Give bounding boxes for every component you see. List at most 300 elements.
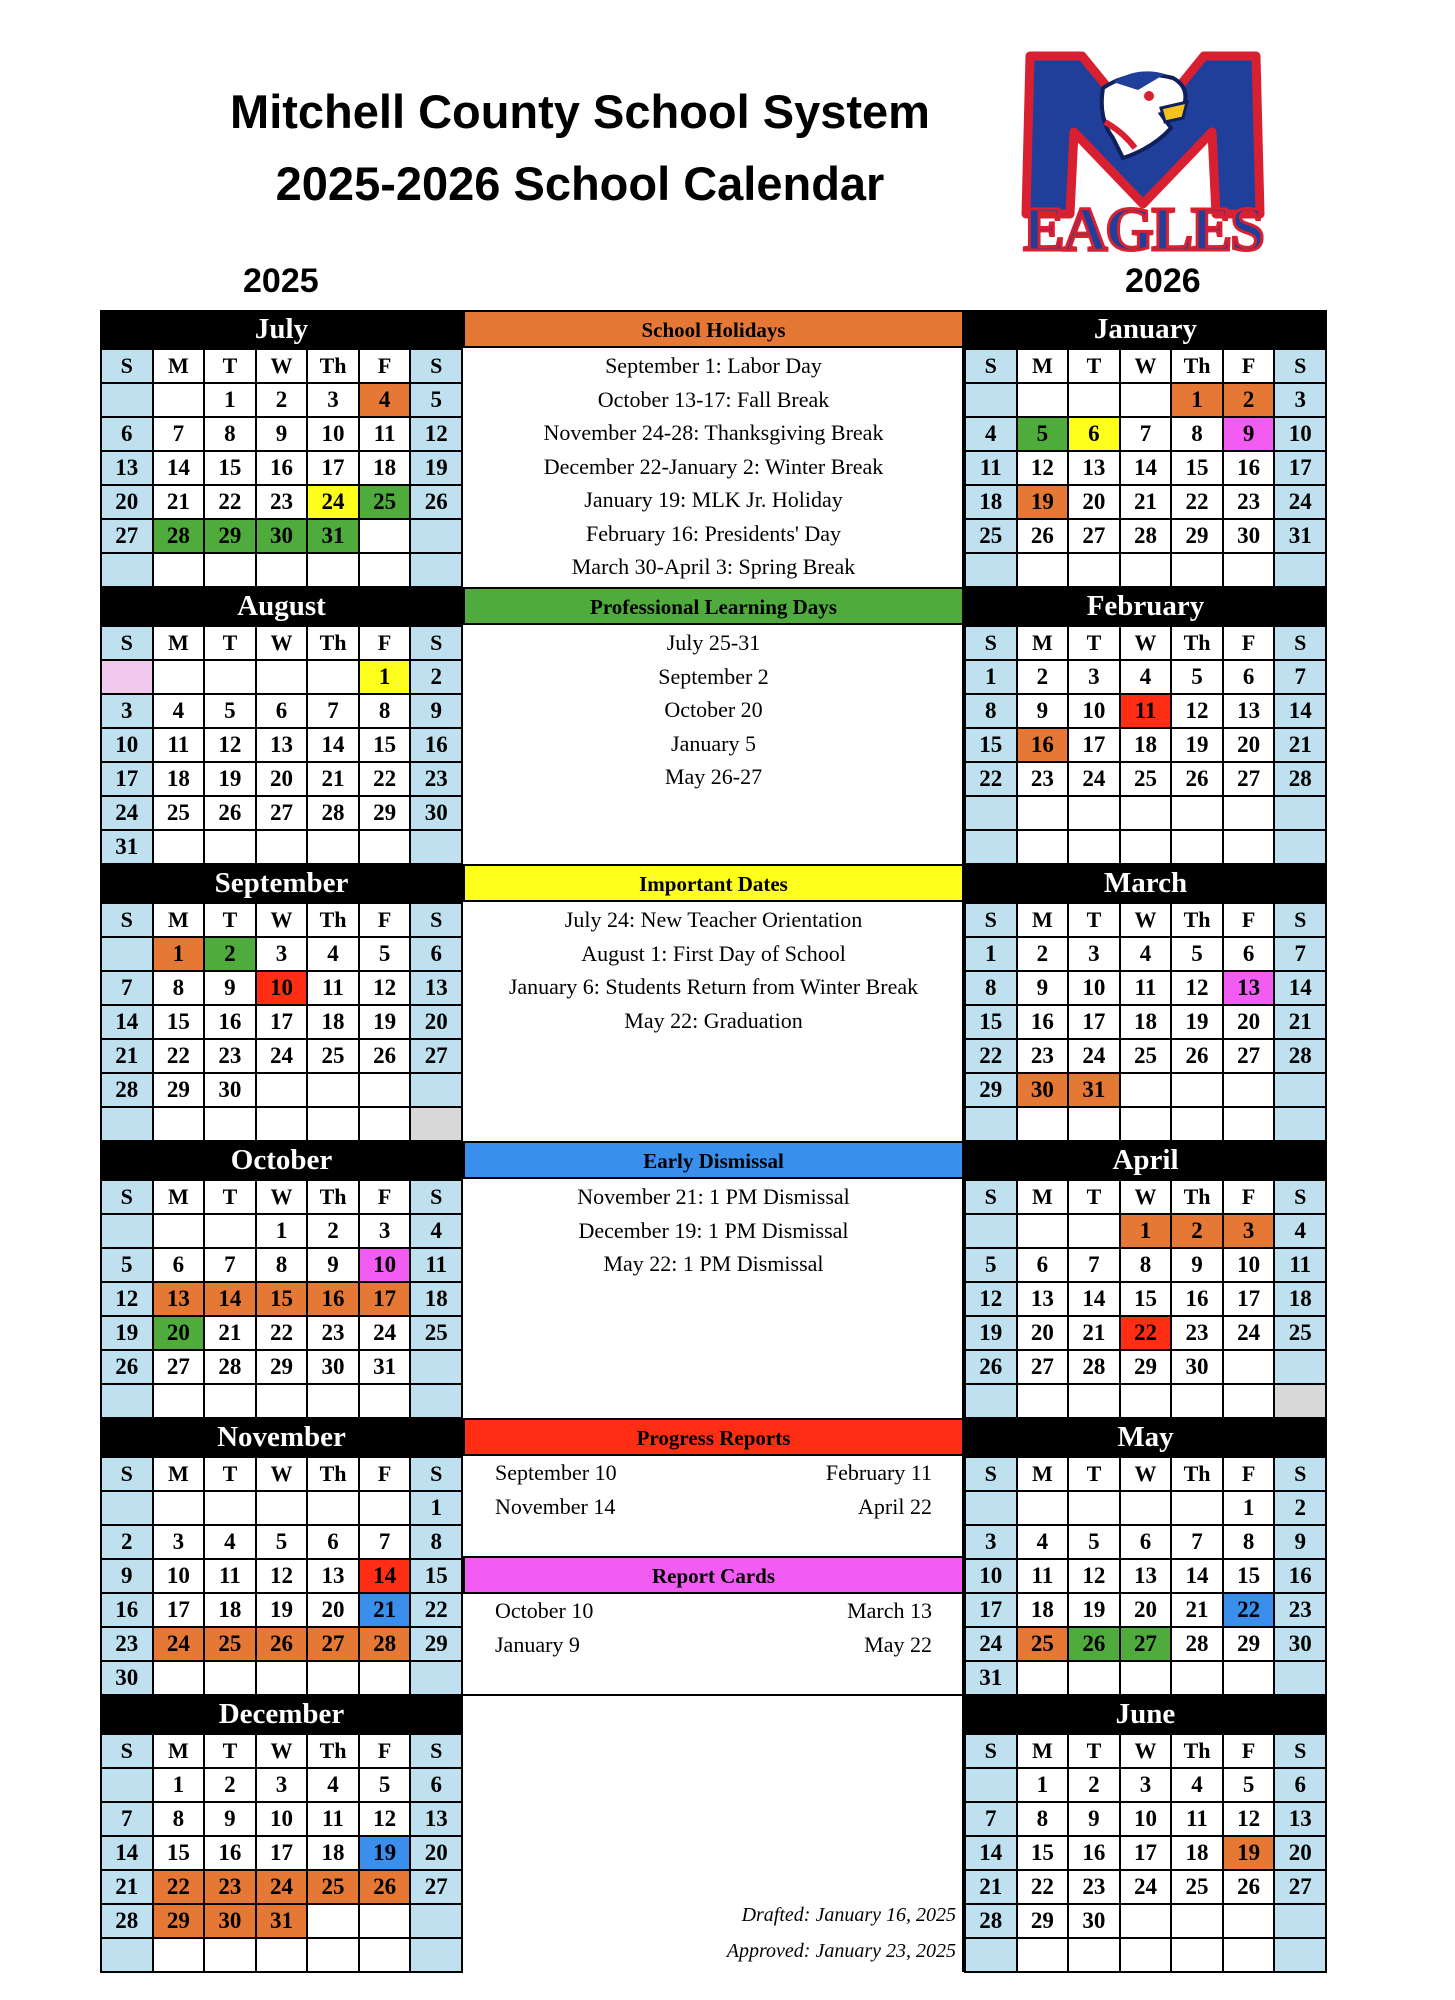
day-cell: [410, 1938, 462, 1972]
day-cell: [965, 1768, 1017, 1802]
day-cell: 29: [204, 519, 256, 553]
school-holidays-header: School Holidays: [463, 310, 964, 348]
day-cell: 22: [1223, 1593, 1275, 1627]
month-october: [100, 1141, 463, 1418]
day-cell: 23: [101, 1627, 153, 1661]
day-cell: [359, 1938, 411, 1972]
early-dismissal-item: December 19: 1 PM Dismissal: [578, 1217, 849, 1243]
day-cell: 28: [1274, 1039, 1326, 1073]
day-cell: 5: [359, 937, 411, 971]
day-cell: [410, 1904, 462, 1938]
day-cell: [359, 553, 411, 587]
day-cell: 15: [410, 1559, 462, 1593]
day-cell: 2: [1017, 660, 1069, 694]
day-cell: 5: [410, 383, 462, 417]
day-cell: [1068, 383, 1120, 417]
weekday-header: Th: [1171, 349, 1223, 383]
day-cell: 12: [965, 1282, 1017, 1316]
day-cell: 20: [101, 485, 153, 519]
weekday-header: S: [410, 349, 462, 383]
day-cell: [1120, 830, 1172, 864]
holiday-item: December 22-January 2: Winter Break: [543, 453, 884, 479]
day-cell: [1274, 1384, 1326, 1418]
day-cell: [965, 796, 1017, 830]
day-cell: [1120, 1384, 1172, 1418]
day-cell: 13: [1068, 451, 1120, 485]
day-cell: 20: [1223, 728, 1275, 762]
weekday-header: S: [965, 903, 1017, 937]
day-cell: [204, 1661, 256, 1695]
day-cell: 3: [965, 1525, 1017, 1559]
day-cell: 31: [359, 1350, 411, 1384]
weekday-header: M: [153, 1180, 205, 1214]
day-cell: [256, 553, 308, 587]
day-cell: 13: [1223, 971, 1275, 1005]
day-cell: [410, 1107, 462, 1141]
month-july: [100, 310, 463, 587]
month-name: February: [964, 587, 1327, 625]
divider: [463, 1694, 964, 1696]
day-cell: 6: [1223, 937, 1275, 971]
day-cell: 28: [965, 1904, 1017, 1938]
day-cell: [1171, 1491, 1223, 1525]
day-cell: [101, 1107, 153, 1141]
day-cell: 31: [256, 1904, 308, 1938]
day-cell: 25: [204, 1627, 256, 1661]
day-cell: 18: [153, 762, 205, 796]
weekday-header: W: [1120, 1180, 1172, 1214]
day-cell: 18: [410, 1282, 462, 1316]
day-cell: 5: [1171, 937, 1223, 971]
day-cell: 20: [153, 1316, 205, 1350]
day-cell: 29: [1171, 519, 1223, 553]
day-cell: 13: [101, 451, 153, 485]
professional-learning-item: July 25-31: [666, 630, 761, 655]
weekday-header: S: [1274, 903, 1326, 937]
day-cell: 19: [1171, 728, 1223, 762]
day-cell: 3: [307, 383, 359, 417]
day-cell: [410, 553, 462, 587]
holiday-item: March 30-April 3: Spring Break: [571, 554, 856, 579]
day-cell: 16: [256, 451, 308, 485]
day-cell: [965, 1214, 1017, 1248]
day-cell: [153, 1491, 205, 1525]
day-cell: 10: [256, 971, 308, 1005]
weekday-header: T: [204, 1734, 256, 1768]
weekday-header: S: [101, 903, 153, 937]
day-cell: 24: [1068, 1039, 1120, 1073]
day-cell: 11: [1017, 1559, 1069, 1593]
day-cell: 8: [153, 1802, 205, 1836]
day-cell: 16: [1017, 728, 1069, 762]
day-cell: 17: [1274, 451, 1326, 485]
day-cell: 3: [153, 1525, 205, 1559]
day-cell: 18: [359, 451, 411, 485]
day-cell: 18: [965, 485, 1017, 519]
weekday-header: S: [101, 1734, 153, 1768]
day-cell: [204, 1107, 256, 1141]
day-cell: [153, 1214, 205, 1248]
progress-report-date: April 22: [858, 1494, 932, 1519]
report-cards-panel: [463, 1556, 964, 1694]
day-cell: 28: [307, 796, 359, 830]
day-cell: 8: [1017, 1802, 1069, 1836]
progress-reports-row: [463, 1456, 964, 1490]
day-cell: 1: [204, 383, 256, 417]
day-cell: 18: [1120, 1005, 1172, 1039]
day-cell: 24: [965, 1627, 1017, 1661]
weekday-header: M: [1017, 903, 1069, 937]
day-cell: 16: [204, 1005, 256, 1039]
day-cell: 6: [410, 937, 462, 971]
drafted-date: Drafted: January 16, 2025: [741, 1904, 956, 1926]
day-cell: 4: [410, 1214, 462, 1248]
month-april: [964, 1141, 1327, 1418]
day-cell: [359, 519, 411, 553]
early-dismissal-item: November 21: 1 PM Dismissal: [577, 1184, 850, 1209]
weekday-header: S: [101, 1180, 153, 1214]
weekday-header: M: [1017, 626, 1069, 660]
day-cell: 19: [1171, 1005, 1223, 1039]
day-cell: 28: [1274, 762, 1326, 796]
day-cell: [1171, 553, 1223, 587]
day-cell: 5: [359, 1768, 411, 1802]
report-cards-row: [463, 1628, 964, 1662]
month-name: July: [100, 310, 463, 348]
weekday-header: Th: [307, 1457, 359, 1491]
day-cell: [410, 1661, 462, 1695]
weekday-header: S: [101, 349, 153, 383]
day-cell: 27: [1017, 1350, 1069, 1384]
weekday-header: S: [965, 626, 1017, 660]
day-cell: 4: [204, 1525, 256, 1559]
weekday-header: W: [1120, 1734, 1172, 1768]
month-march: [964, 864, 1327, 1141]
day-cell: [1120, 1491, 1172, 1525]
day-cell: 24: [1223, 1316, 1275, 1350]
day-cell: 19: [359, 1005, 411, 1039]
day-cell: 1: [359, 660, 411, 694]
day-cell: 6: [1274, 1768, 1326, 1802]
day-cell: [1171, 830, 1223, 864]
weekday-header: W: [256, 1457, 308, 1491]
day-cell: 23: [204, 1870, 256, 1904]
day-cell: 21: [153, 485, 205, 519]
day-cell: 27: [101, 519, 153, 553]
day-cell: 25: [307, 1039, 359, 1073]
day-cell: 20: [410, 1836, 462, 1870]
day-cell: 13: [153, 1282, 205, 1316]
day-cell: 6: [1068, 417, 1120, 451]
day-cell: 16: [307, 1282, 359, 1316]
day-cell: 19: [204, 762, 256, 796]
day-cell: [1223, 1073, 1275, 1107]
day-cell: 9: [1223, 417, 1275, 451]
day-cell: 16: [1068, 1836, 1120, 1870]
day-cell: 23: [1274, 1593, 1326, 1627]
day-cell: 25: [1120, 1039, 1172, 1073]
day-cell: [153, 1938, 205, 1972]
day-cell: 7: [101, 971, 153, 1005]
professional-learning-item: January 5: [671, 730, 756, 756]
day-cell: 24: [256, 1039, 308, 1073]
important-date-item: May 22: Graduation: [624, 1007, 803, 1033]
day-cell: 27: [307, 1627, 359, 1661]
day-cell: [965, 383, 1017, 417]
month-name: June: [964, 1695, 1327, 1733]
day-cell: 17: [1223, 1282, 1275, 1316]
day-cell: [307, 830, 359, 864]
day-cell: 9: [204, 1802, 256, 1836]
day-cell: 23: [204, 1039, 256, 1073]
day-cell: 21: [1068, 1316, 1120, 1350]
day-cell: [307, 553, 359, 587]
day-cell: 14: [965, 1836, 1017, 1870]
weekday-header: F: [359, 626, 411, 660]
day-cell: [153, 660, 205, 694]
day-cell: [1274, 1350, 1326, 1384]
day-cell: 27: [256, 796, 308, 830]
day-cell: [1068, 1107, 1120, 1141]
month-name: August: [100, 587, 463, 625]
day-cell: 4: [1017, 1525, 1069, 1559]
day-cell: [256, 1073, 308, 1107]
weekday-header: T: [1068, 626, 1120, 660]
day-cell: 16: [1171, 1282, 1223, 1316]
day-cell: 24: [256, 1870, 308, 1904]
day-cell: [1120, 1073, 1172, 1107]
weekday-header: S: [410, 1457, 462, 1491]
day-cell: 17: [153, 1593, 205, 1627]
day-cell: 22: [965, 762, 1017, 796]
day-cell: [307, 660, 359, 694]
weekday-header: S: [101, 626, 153, 660]
weekday-header: F: [359, 1457, 411, 1491]
month-name: March: [964, 864, 1327, 902]
holiday-item: January 19: MLK Jr. Holiday: [584, 487, 843, 512]
day-cell: 1: [153, 937, 205, 971]
day-cell: [153, 553, 205, 587]
day-cell: 11: [1120, 971, 1172, 1005]
day-cell: 26: [1017, 519, 1069, 553]
day-cell: 5: [1171, 660, 1223, 694]
month-name: January: [964, 310, 1327, 348]
month-may: [964, 1418, 1327, 1695]
day-cell: [1068, 1384, 1120, 1418]
day-cell: 23: [1068, 1870, 1120, 1904]
day-cell: 6: [101, 417, 153, 451]
day-cell: 9: [1068, 1802, 1120, 1836]
month-december: [100, 1695, 463, 1972]
day-cell: 8: [965, 971, 1017, 1005]
day-cell: 12: [1068, 1559, 1120, 1593]
day-cell: 13: [307, 1559, 359, 1593]
weekday-header: Th: [1171, 626, 1223, 660]
day-cell: 31: [307, 519, 359, 553]
day-cell: 6: [307, 1525, 359, 1559]
report-cards-header: Report Cards: [463, 1556, 964, 1594]
day-cell: [1274, 1073, 1326, 1107]
day-cell: 17: [307, 451, 359, 485]
day-cell: 29: [153, 1073, 205, 1107]
day-cell: [204, 1938, 256, 1972]
day-cell: 21: [1120, 485, 1172, 519]
day-cell: 17: [256, 1836, 308, 1870]
day-cell: 21: [307, 762, 359, 796]
school-system-title: Mitchell County School System: [230, 85, 930, 138]
day-cell: [101, 660, 153, 694]
day-cell: 18: [1171, 1836, 1223, 1870]
day-cell: [1171, 796, 1223, 830]
day-cell: [1274, 1107, 1326, 1141]
school-holidays-list: [463, 348, 964, 584]
day-cell: 18: [1017, 1593, 1069, 1627]
day-cell: [359, 1661, 411, 1695]
day-cell: 27: [410, 1870, 462, 1904]
day-cell: [1120, 1107, 1172, 1141]
day-cell: 5: [1223, 1768, 1275, 1802]
day-cell: 14: [1171, 1559, 1223, 1593]
day-cell: [965, 553, 1017, 587]
day-cell: 14: [1274, 971, 1326, 1005]
day-cell: [1274, 1938, 1326, 1972]
month-november: [100, 1418, 463, 1695]
day-cell: [256, 1661, 308, 1695]
day-cell: 26: [1171, 762, 1223, 796]
day-cell: 24: [153, 1627, 205, 1661]
weekday-header: M: [1017, 1457, 1069, 1491]
day-cell: 18: [1120, 728, 1172, 762]
day-cell: 31: [101, 830, 153, 864]
day-cell: [1171, 1938, 1223, 1972]
day-cell: 9: [1274, 1525, 1326, 1559]
weekday-header: M: [153, 1457, 205, 1491]
day-cell: 28: [1171, 1627, 1223, 1661]
weekday-header: T: [1068, 1180, 1120, 1214]
month-grid: [964, 902, 1327, 1142]
day-cell: 30: [101, 1661, 153, 1695]
day-cell: 25: [1017, 1627, 1069, 1661]
day-cell: 5: [1017, 417, 1069, 451]
day-cell: 17: [359, 1282, 411, 1316]
professional-learning-panel: [463, 587, 964, 864]
day-cell: 26: [256, 1627, 308, 1661]
day-cell: 3: [1120, 1768, 1172, 1802]
day-cell: 5: [1068, 1525, 1120, 1559]
weekday-header: F: [1223, 349, 1275, 383]
day-cell: 28: [153, 519, 205, 553]
day-cell: 20: [1120, 1593, 1172, 1627]
month-grid: [964, 348, 1327, 588]
day-cell: 17: [101, 762, 153, 796]
month-name: May: [964, 1418, 1327, 1456]
day-cell: 16: [101, 1593, 153, 1627]
day-cell: 2: [410, 660, 462, 694]
day-cell: 4: [359, 383, 411, 417]
weekday-header: M: [153, 1734, 205, 1768]
day-cell: 18: [204, 1593, 256, 1627]
weekday-header: Th: [307, 1734, 359, 1768]
day-cell: 18: [307, 1005, 359, 1039]
day-cell: [1017, 1214, 1069, 1248]
day-cell: 20: [256, 762, 308, 796]
day-cell: 11: [204, 1559, 256, 1593]
day-cell: 20: [1017, 1316, 1069, 1350]
day-cell: [1274, 796, 1326, 830]
day-cell: 31: [965, 1661, 1017, 1695]
day-cell: 3: [359, 1214, 411, 1248]
day-cell: [410, 830, 462, 864]
day-cell: [1120, 1938, 1172, 1972]
day-cell: 23: [1017, 762, 1069, 796]
day-cell: 13: [1017, 1282, 1069, 1316]
day-cell: 25: [1171, 1870, 1223, 1904]
day-cell: [1171, 1904, 1223, 1938]
day-cell: [307, 1107, 359, 1141]
month-january: [964, 310, 1327, 587]
day-cell: 16: [1274, 1559, 1326, 1593]
day-cell: [359, 830, 411, 864]
day-cell: [256, 1938, 308, 1972]
weekday-header: Th: [1171, 903, 1223, 937]
day-cell: [101, 383, 153, 417]
day-cell: [204, 660, 256, 694]
day-cell: [359, 1904, 411, 1938]
day-cell: [965, 1491, 1017, 1525]
day-cell: 14: [153, 451, 205, 485]
day-cell: 2: [1223, 383, 1275, 417]
day-cell: 6: [410, 1768, 462, 1802]
day-cell: [256, 1491, 308, 1525]
day-cell: [1171, 1384, 1223, 1418]
day-cell: [1120, 796, 1172, 830]
day-cell: 10: [1068, 694, 1120, 728]
day-cell: 29: [410, 1627, 462, 1661]
weekday-header: T: [1068, 349, 1120, 383]
day-cell: [359, 1107, 411, 1141]
day-cell: 19: [256, 1593, 308, 1627]
day-cell: 7: [1120, 417, 1172, 451]
day-cell: 11: [359, 417, 411, 451]
eagles-logo: [1012, 36, 1274, 268]
progress-report-date: February 11: [825, 1460, 932, 1485]
weekday-header: F: [359, 903, 411, 937]
day-cell: 17: [256, 1005, 308, 1039]
day-cell: [1223, 1938, 1275, 1972]
day-cell: 15: [256, 1282, 308, 1316]
weekday-header: F: [1223, 903, 1275, 937]
day-cell: 21: [359, 1593, 411, 1627]
weekday-header: Th: [307, 626, 359, 660]
day-cell: [307, 1938, 359, 1972]
day-cell: 1: [256, 1214, 308, 1248]
month-grid: [964, 625, 1327, 865]
day-cell: 29: [1017, 1904, 1069, 1938]
day-cell: 27: [1274, 1870, 1326, 1904]
day-cell: 22: [965, 1039, 1017, 1073]
day-cell: [204, 1214, 256, 1248]
early-dismissal-list: [463, 1179, 964, 1281]
day-cell: [1274, 1904, 1326, 1938]
important-dates-list: [463, 902, 964, 1037]
day-cell: 11: [410, 1248, 462, 1282]
day-cell: [307, 1491, 359, 1525]
day-cell: 10: [1274, 417, 1326, 451]
day-cell: 11: [1171, 1802, 1223, 1836]
weekday-header: S: [410, 1180, 462, 1214]
weekday-header: W: [1120, 903, 1172, 937]
day-cell: [1068, 1214, 1120, 1248]
